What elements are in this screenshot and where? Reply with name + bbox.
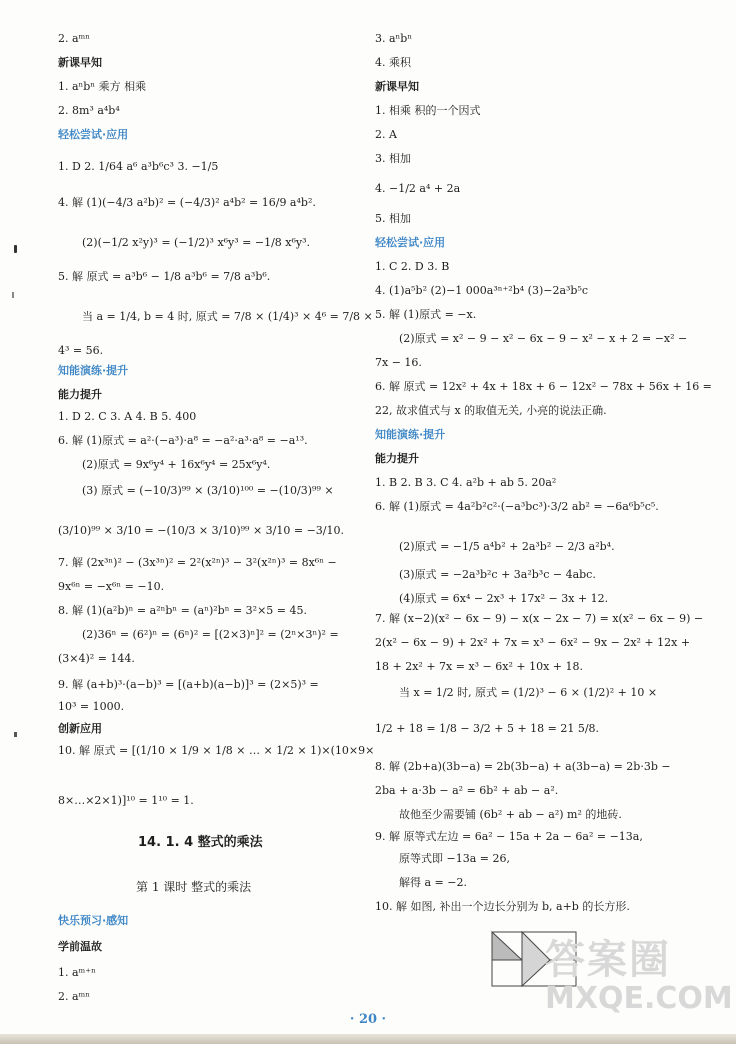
- watermark-text: 答案圈: [545, 937, 671, 983]
- answer-line: (3×4)² = 144.: [58, 652, 135, 665]
- answer-line: 2(x² − 6x − 9) + 2x² + 7x = x³ − 6x² − 9x − 2x² + 12x +: [375, 636, 691, 649]
- answer-line: 7. 解 (x−2)(x² − 6x − 9) − x(x − 2x − 7) = x(x² − 6x − 9) −: [375, 612, 704, 625]
- scan-artifact: [14, 732, 17, 737]
- answer-line: 4. 解 (1)(−4/3 a²b)² = (−4/3)² a⁴b² = 16/9 a⁴b².: [58, 196, 316, 209]
- answer-line: 1. aᵐ⁺ⁿ: [58, 966, 96, 979]
- answer-line: 5. 解 原式 = a³b⁶ − 1/8 a³b⁶ = 7/8 a³b⁶.: [58, 270, 271, 283]
- answer-line: 9x⁶ⁿ = −x⁶ⁿ = −10.: [58, 580, 165, 593]
- section-heading: 能力提升: [375, 452, 419, 465]
- answer-line: (2)原式 = −1/5 a⁴b² + 2a³b² − 2/3 a²b⁴.: [399, 540, 615, 553]
- answer-line: (3/10)⁹⁹ × 3/10 = −(10/3 × 3/10)⁹⁹ × 3/10 = −3/10.: [58, 524, 344, 537]
- section-heading: 新课早知: [58, 56, 102, 69]
- answer-line: 原等式即 −13a = 26,: [399, 852, 510, 865]
- lesson-heading: 14. 1. 4 整式的乘法: [138, 835, 263, 850]
- section-heading: 轻松尝试·应用: [375, 236, 446, 249]
- answer-line: 6. 解 原式 = 12x² + 4x + 18x + 6 − 12x² − 78x + 56x + 16 =: [375, 380, 712, 393]
- answer-line: 当 x = 1/2 时, 原式 = (1/2)³ − 6 × (1/2)² + 10 ×: [399, 686, 658, 699]
- answer-line: 2. A: [375, 128, 397, 141]
- answer-line: 解得 a = −2.: [399, 876, 467, 889]
- scan-artifact: [12, 292, 14, 298]
- answer-line: 22, 故求值式与 x 的取值无关, 小亮的说法正确.: [375, 404, 607, 417]
- answer-line: 1/2 + 18 = 1/8 − 3/2 + 5 + 18 = 21 5/8.: [375, 722, 600, 735]
- section-heading: 知能演练·提升: [58, 364, 129, 377]
- answer-line: 7. 解 (2x³ⁿ)² − (3x³ⁿ)² = 2²(x²ⁿ)³ − 3²(x²ⁿ)³ = 8x⁶ⁿ −: [58, 556, 337, 569]
- answer-line: (4)原式 = 6x⁴ − 2x³ + 17x² − 3x + 12.: [399, 592, 609, 605]
- answer-line: 10. 解 原式 = [(1/10 × 1/9 × 1/8 × … × 1/2 × 1)×(10×9×: [58, 744, 375, 757]
- section-heading: 轻松尝试·应用: [58, 128, 129, 141]
- answer-line: 4. (1)a⁵b² (2)−1 000a³ⁿ⁺²b⁴ (3)−2a³b⁵c: [375, 284, 589, 297]
- answer-line: 1. 相乘 积的一个因式: [375, 104, 481, 117]
- answer-line: 6. 解 (1)原式 = a²·(−a³)·a⁸ = −a²·a³·a⁸ = −a¹³.: [58, 434, 308, 447]
- section-heading: 创新应用: [58, 722, 102, 735]
- lesson-heading: 第 1 课时 整式的乘法: [136, 880, 252, 894]
- answer-line: 7x − 16.: [375, 356, 422, 369]
- section-heading: 新课早知: [375, 80, 419, 93]
- answer-line: (2)原式 = 9x⁶y⁴ + 16x⁶y⁴ = 25x⁶y⁴.: [82, 458, 271, 471]
- section-heading: 快乐预习·感知: [58, 914, 129, 927]
- answer-line: 8×…×2×1)]¹⁰ = 1¹⁰ = 1.: [58, 794, 194, 807]
- answer-line: 5. 解 (1)原式 = −x.: [375, 308, 477, 321]
- page-bottom-edge: [0, 1034, 736, 1044]
- answer-line: 故他至少需要铺 (6b² + ab − a²) m² 的地砖.: [399, 808, 622, 821]
- answer-line: 3. 相加: [375, 152, 411, 165]
- section-heading: 知能演练·提升: [375, 428, 446, 441]
- answer-line: 5. 相加: [375, 212, 411, 225]
- answer-line: 2. aᵐⁿ: [58, 32, 91, 45]
- page-number: · 20 ·: [349, 1012, 387, 1027]
- answer-line: (2)原式 = x² − 9 − x² − 6x − 9 − x² − x + 2 = −x² −: [399, 332, 688, 345]
- answer-line: 4. −1/2 a⁴ + 2a: [375, 182, 461, 195]
- answer-line: 2. 8m³ a⁴b⁴: [58, 104, 120, 117]
- answer-line: 4. 乘积: [375, 56, 411, 69]
- answer-line: 8. 解 (1)(a²b)ⁿ = a²ⁿbⁿ = (aⁿ)²bⁿ = 3²×5 = 45.: [58, 604, 308, 617]
- answer-line: (3)原式 = −2a³b²c + 3a²b³c − 4abc.: [399, 568, 596, 581]
- answer-line: 1. D 2. 1/64 a⁶ a³b⁶c³ 3. −1/5: [58, 160, 219, 173]
- answer-line: (2)36ⁿ = (6²)ⁿ = (6ⁿ)² = [(2×3)ⁿ]² = (2ⁿ×3ⁿ)² =: [82, 628, 339, 641]
- answer-line: (2)(−1/2 x²y)³ = (−1/2)³ x⁶y³ = −1/8 x⁶y³.: [82, 236, 311, 249]
- answer-line: 1. B 2. B 3. C 4. a²b + ab 5. 20a²: [375, 476, 557, 489]
- answer-line: 9. 解 原等式左边 = 6a² − 15a + 2a − 6a² = −13a,: [375, 830, 643, 843]
- answer-line: 1. D 2. C 3. A 4. B 5. 400: [58, 410, 197, 423]
- section-heading: 能力提升: [58, 388, 102, 401]
- answer-line: 10. 解 如图, 补出一个边长分别为 b, a+b 的长方形.: [375, 900, 630, 913]
- section-heading: 学前温故: [58, 940, 102, 953]
- watermark-logo: [545, 928, 733, 1016]
- answer-line: 1. aⁿbⁿ 乘方 相乘: [58, 80, 147, 93]
- answer-line: 3. aⁿbⁿ: [375, 32, 413, 45]
- scan-artifact: [14, 245, 17, 253]
- answer-line: 当 a = 1/4, b = 4 时, 原式 = 7/8 × (1/4)³ × 4⁶ = 7/8 ×: [82, 310, 373, 323]
- answer-line: 10³ = 1000.: [58, 700, 125, 713]
- watermark-url: MXQE.COM: [545, 981, 733, 1016]
- answer-line: 9. 解 (a+b)³·(a−b)³ = [(a+b)(a−b)]³ = (2×5)³ =: [58, 678, 319, 691]
- answer-line: 1. C 2. D 3. B: [375, 260, 450, 273]
- answer-line: 18 + 2x² + 7x = x³ − 6x² + 10x + 18.: [375, 660, 583, 673]
- answer-line: 6. 解 (1)原式 = 4a²b²c²·(−a³bc³)·3/2 ab² = −6a⁶b⁵c⁵.: [375, 500, 659, 513]
- answer-line: 2. aᵐⁿ: [58, 990, 91, 1003]
- answer-line: (3) 原式 = (−10/3)⁹⁹ × (3/10)¹⁰⁰ = −(10/3)⁹⁹ ×: [82, 484, 334, 497]
- answer-line: 2ba + a·3b − a² = 6b² + ab − a².: [375, 784, 559, 797]
- answer-line: 8. 解 (2b+a)(3b−a) = 2b(3b−a) + a(3b−a) = 2b·3b −: [375, 760, 671, 773]
- answer-line: 4³ = 56.: [58, 344, 104, 357]
